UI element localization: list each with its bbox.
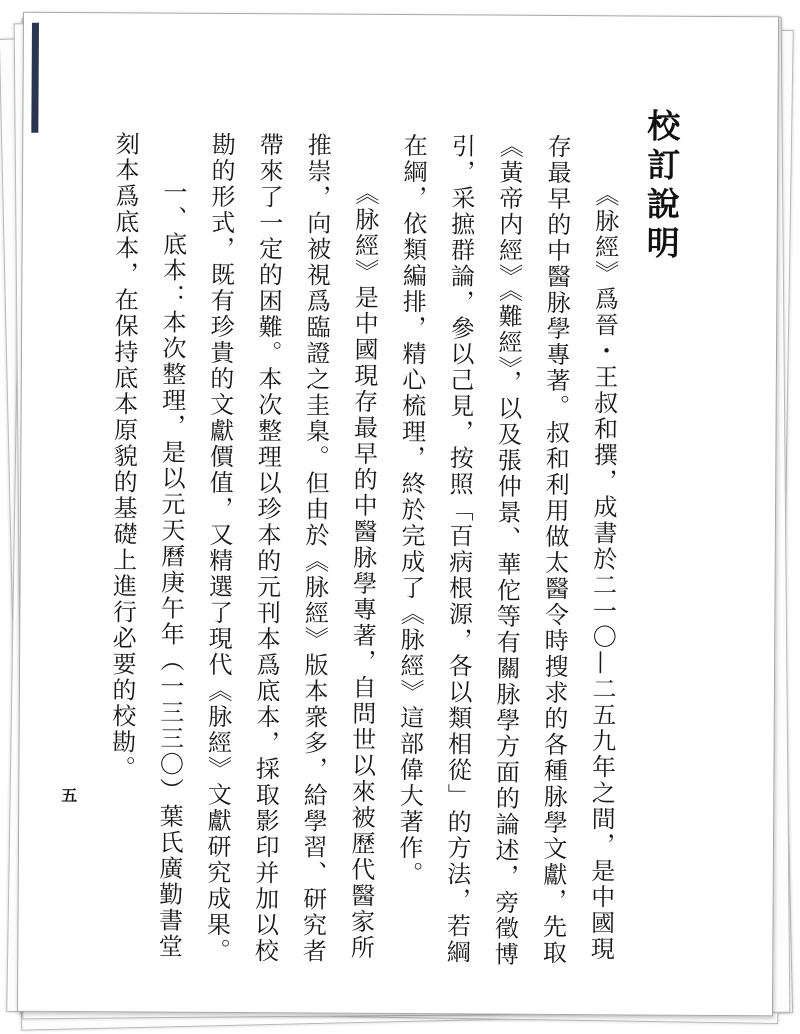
page-number: 五 [61,785,78,806]
page-title: 校訂說明 [641,108,682,265]
body-text [96,131,629,974]
paragraph-1: 《脉經》爲晉・王叔和撰，成書於二一〇—二五九年之間，是中國現存最早的中醫脉學專著。叔和利用做太醫令時搜求的各種脉學文獻，先取《黃帝内經》《難經》，以及張仲景、華佗等有關脉學方面的論述，旁徵博引，采摭群論，參以己見，按照「百病根源，各以類相從」的方法，若綱在綱，依類編排，精心梳理，終於完成了《脉經》這部偉大著作。 [394,133,620,968]
binding-spine [31,23,39,133]
document-page [17,12,779,1017]
paragraph-3: 一、底本：本次整理，是以元天曆庚午年（一三三〇）葉氏廣勤書堂刻本爲底本，在保持底本原貌的基礎上進行必要的校勘。 [107,131,188,960]
paragraph-2: 《脉經》是中國現存最早的中醫脉學專著，自問世以來被歷代醫家所推崇，向被視爲臨證之圭臬。但由於《脉經》版本衆多，給學習、研究者帶來了一定的困難。本次整理以珍本的元刊本爲底本，採取影印并加以校勘的形式，既有珍貴的文獻價值，又精選了現代《脉經》文獻研究成果。 [202,131,380,965]
